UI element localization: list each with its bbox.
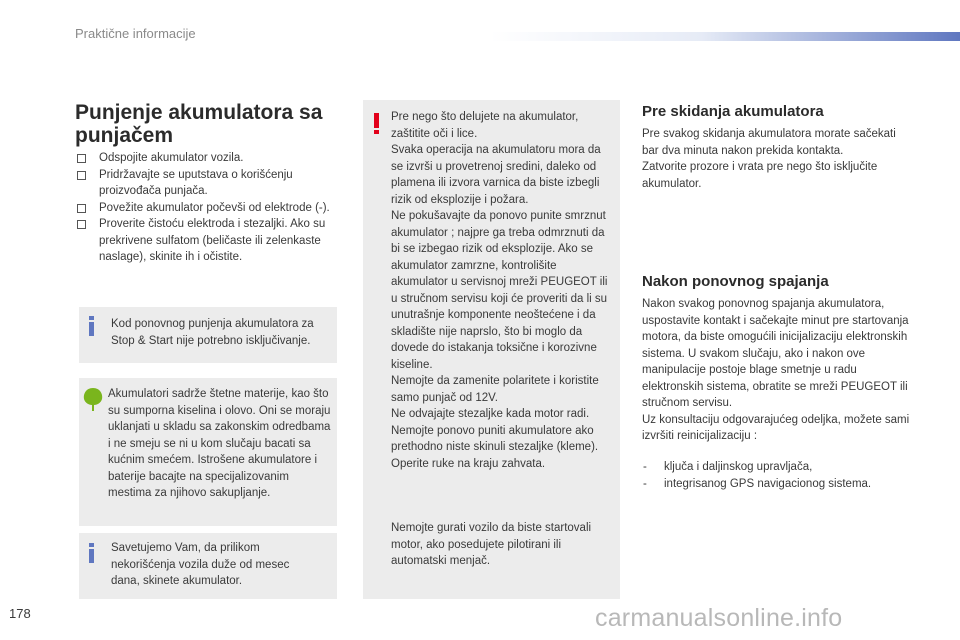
before-removal-title: Pre skidanja akumulatora [642,103,824,120]
step-text: Proverite čistoću elektroda i stezaljki. Ako su prekrivene sulfatom (beličaste ili zelenkaste naslage), skinite ih i očistite. [99,218,326,263]
after-reconnect-body: Nakon svakog ponovnog spajanja akumulatora, uspostavite kontakt i sačekajte minut pre startovanja motora, da biste omogućili inicijalizaciju elektronskih sistema. U svakom slučaju, ako i nakon ove manipulacije postoje blage smetnje u radu elektronskih sistema, obratite se mreži PEUGEOT ili stručnom servisu. Uz konsultaciju odgovarajućeg odeljka, možete sami izvršiti reinicijalizaciju : [642,298,910,442]
step-text: Pridržavajte se uputstava o korišćenju proizvođača punjača. [99,168,293,197]
list-item [75,167,340,200]
main-title: Punjenje akumulatora sa punjačem [75,101,323,147]
step-text: Povežite akumulator počevši od elektrode (-). [99,201,330,214]
eco-note-text: Akumulatori sadrže štetne materije, kao što su sumporna kiselina i olovo. Oni se moraju uklanjati u skladu sa zakonskim odredbama i ne smeju se ni u kom slučaju bacati sa kućnim smećem. Istrošene akumulatore i baterije bacajte na specijalizovanim mestima za njihovo sakupljanje. [108,388,331,499]
after-reconnect-title: Nakon ponovnog spajanja [642,273,829,290]
info-note-text: Savetujemo Vam, da prilikom nekorišćenja vozila duže od mesec dana, skinete akumulator. [111,542,290,587]
leaf-icon [82,386,104,412]
checkbox-icon [77,220,86,229]
step-text: Odspojite akumulator vozila. [99,152,244,164]
info-icon [89,543,94,563]
section-header: Praktične informacije [75,26,196,41]
list-item [75,150,340,167]
header-gradient-bar [490,32,960,41]
list-item [75,200,340,217]
info-icon [89,316,94,336]
list-item: - integrisanog GPS navigacionog sistema. [642,476,912,493]
list-item [75,216,340,266]
checkbox-icon [77,171,86,180]
reinit-list [642,459,912,492]
list-item: - ključa i daljinskog upravljača, [642,459,912,476]
steps-list [75,150,340,266]
warning-icon [371,113,381,135]
page-number: 178 [9,606,31,621]
checkbox-icon [77,154,86,163]
warning-text-secondary: Nemojte gurati vozilo da biste startovali motor, ako posedujete pilotirani ili automatski menjač. [391,522,592,567]
checkbox-icon [77,204,86,213]
warning-text: Pre nego što delujete na akumulator, zaštitite oči i lice. Svaka operacija na akumulatoru mora da se izvrši u provetrenoj sredini, daleko od plamena ili izvora varnica da biste izbegli rizik od eksplozije i požara. Ne pokušavajte da ponovo punite smrznut akumulator ; najpre ga treba odmrznuti da bi se izbegao rizik od eksplozije. Ako se akumulator zamrzne, kontrolišite akumulator u servisnoj mreži PEUGEOT ili u stručnom servisu koji će proveriti da li su unutrašnje komponente neoštećene i da skladište nije naprslo, što bi moglo da dovede do istakanja toksične i korozivne kiseline. Nemojte da zamenite polaritete i koristite samo punjač od 12V. Ne odvajajte stezaljke kada motor radi. Nemojte ponovo puniti akumulatore ako prethodno niste skinuli stezaljke (kleme). Operite ruke na kraju zahvata. [391,111,608,470]
before-removal-body: Pre svakog skidanja akumulatora morate sačekati bar dva minuta nakon prekida kontakta. Zatvorite prozore i vrata pre nego što isključite akumulator. [642,128,896,190]
watermark: carmanualsonline.info [595,604,843,632]
info-note-text: Kod ponovnog punjenja akumulatora za Stop & Start nije potrebno isključivanje. [111,318,314,347]
